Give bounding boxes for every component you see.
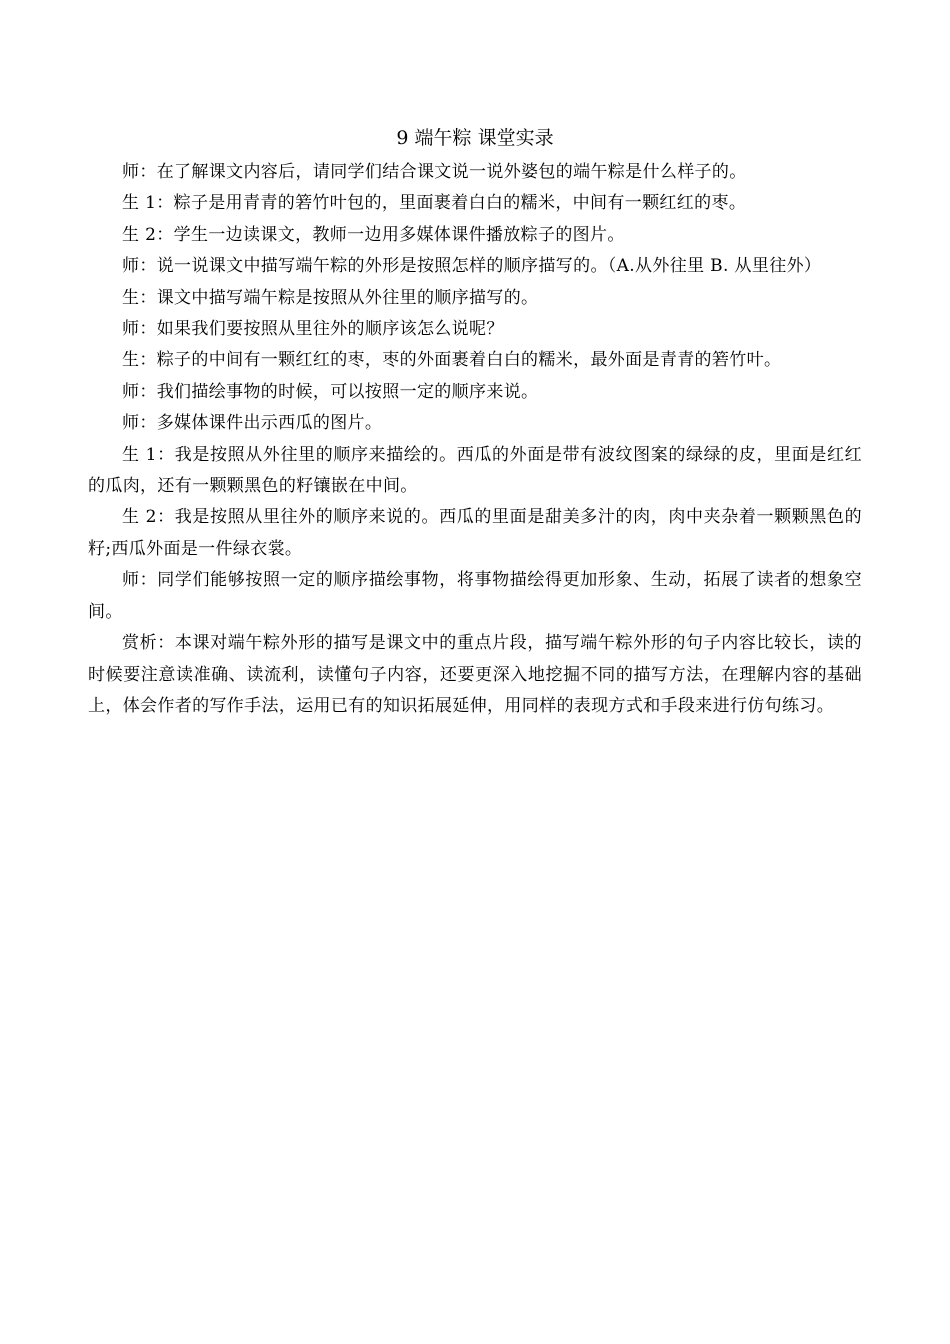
paragraph-student-1-answer-1: 生 1：粽子是用青青的箬竹叶包的，里面裹着白白的糯米，中间有一颗红红的枣。 — [122, 193, 747, 214]
paragraph-teacher-question-3: 师：如果我们要按照从里往外的顺序该怎么说呢？ — [122, 319, 504, 340]
paragraph-appreciation: 赏析：本课对端午粽外形的描写是课文中的重点片段，描写端午粽外形的句子内容比较长，读的时候要注意读准确、读流利，读懂句子内容，还要更深入地挖掘不同的描写方法，在理解内容的基础上，体会作者的写作手法，运用已有的知识拓展延伸，用同样的表现方式和手段来进行仿句练习。 — [88, 633, 862, 716]
paragraph-student-2-answer-2: 生 2：我是按照从里往外的顺序来说的。西瓜的里面是甜美多汁的肉，肉中夹杂着一颗颗黑色的籽;西瓜外面是一件绿衣裳。 — [88, 507, 862, 559]
page-title: 9 端午粽 课堂实录 — [396, 127, 554, 149]
paragraph-teacher-question-1: 师：在了解课文内容后，请同学们结合课文说一说外婆包的端午粽是什么样子的。 — [122, 162, 747, 182]
paragraph-teacher-remark-1: 师：我们描绘事物的时候，可以按照一定的顺序来说。 — [122, 381, 539, 402]
paragraph-teacher-summary: 师：同学们能够按照一定的顺序描绘事物，将事物描绘得更加形象、生动，拓展了读者的想象空间。 — [88, 570, 862, 622]
paragraph-student-answer-3: 生：粽子的中间有一颗红红的枣，枣的外面裹着白白的糯米，最外面是青青的箬竹叶。 — [122, 350, 782, 371]
paragraph-student-answer-2: 生：课文中描写端午粽是按照从外往里的顺序描写的。 — [122, 287, 539, 308]
paragraph-teacher-remark-2: 师：多媒体课件出示西瓜的图片。 — [122, 413, 383, 434]
paragraph-teacher-question-2: 师：说一说课文中描写端午粽的外形是按照怎样的顺序描写的。（A.从外往里 B. 从里往外） — [122, 256, 822, 277]
document-page — [88, 124, 862, 722]
paragraph-student-1-answer-2: 生 1：我是按照从外往里的顺序来描绘的。西瓜的外面是带有波纹图案的绿绿的皮，里面是红红的瓜肉，还有一颗颗黑色的籽镶嵌在中间。 — [88, 444, 862, 497]
paragraph-student-2-answer-1: 生 2：学生一边读课文，教师一边用多媒体课件播放粽子的图片。 — [122, 224, 625, 245]
